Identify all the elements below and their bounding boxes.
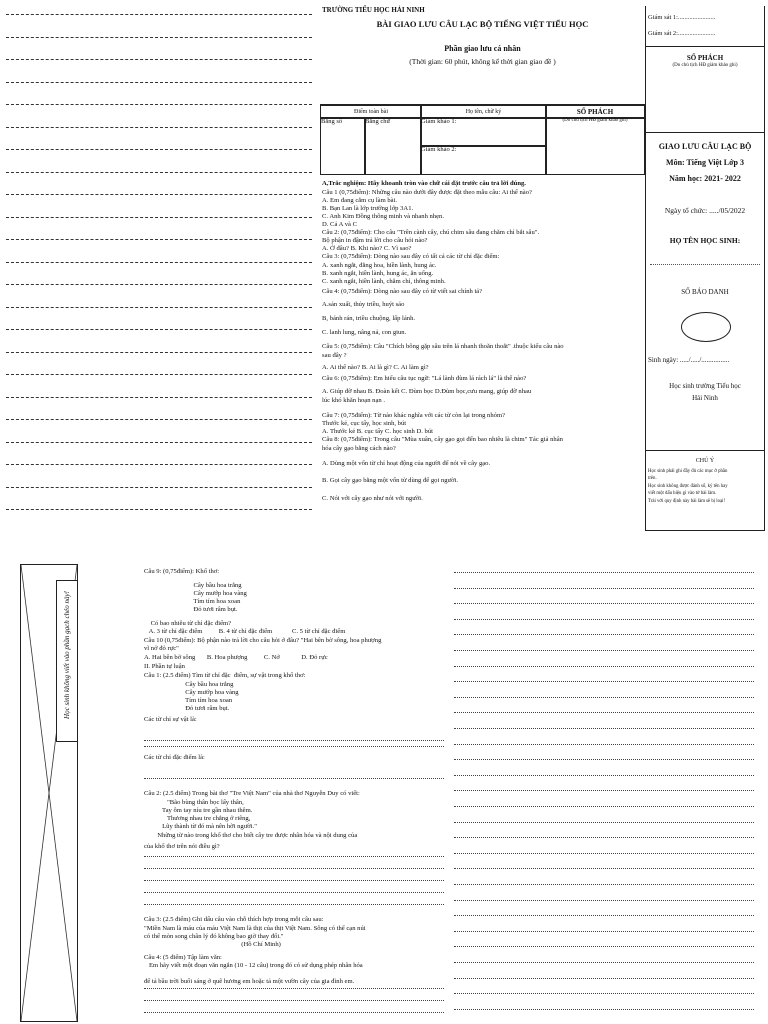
answer-line[interactable] — [6, 419, 312, 420]
question-line: Thương nhau tre chẳng ở riêng, — [144, 815, 251, 822]
birth-date[interactable]: Sinh ngày: ...../...../................ — [648, 356, 730, 364]
answer-line[interactable] — [6, 59, 312, 60]
answer-line[interactable] — [454, 619, 754, 620]
answer-line[interactable] — [454, 1009, 754, 1010]
question-line: Câu 4: (5 điểm) Tập làm văn: — [144, 954, 222, 961]
school-name: TRƯỜNG TIỂU HỌC HẢI NINH — [322, 6, 425, 14]
question-line: lúc khó khăn hoạn nạn . — [322, 397, 385, 404]
exam-part: Phần giao lưu cá nhân — [444, 44, 521, 53]
question-line: A. Ai thế nào? B. Ai là gì? C. Ai làm gì? — [322, 364, 429, 371]
question-line: Các từ chỉ đặc điểm là: — [144, 754, 205, 761]
answer-line[interactable] — [454, 697, 754, 698]
question-line: C. Nói với cây gạo như nói với người. — [322, 495, 423, 502]
sheet-gap — [0, 532, 768, 560]
candidate-number-oval[interactable] — [681, 312, 731, 342]
supervisor-1[interactable]: Giám sát 1:....................... — [648, 14, 716, 21]
answer-line[interactable] — [454, 572, 754, 573]
supervisor-2[interactable]: Giám sát 2:....................... — [648, 30, 716, 37]
answer-line[interactable] — [144, 1000, 444, 1001]
answer-line[interactable] — [6, 509, 312, 510]
answer-line[interactable] — [6, 284, 312, 285]
score-number-cell[interactable]: Bằng số — [320, 117, 366, 175]
question-line: Câu 8: (0,75điểm): Trong câu "Mùa xuân, cây gạo gọi đến bao nhiêu là chim" Tác giả nhân — [322, 436, 563, 443]
answer-line[interactable] — [6, 14, 312, 15]
answer-line[interactable] — [454, 712, 754, 713]
question-line: Đỏ tươi râm bụt. — [144, 705, 230, 712]
exam-header — [320, 6, 645, 530]
question-line: A. xanh ngắt, đằng hoa, hiền lành, hung ác. — [322, 262, 437, 269]
answer-line[interactable] — [454, 588, 754, 589]
question-line: Bộ phận in đậm trả lời cho câu hỏi nào? — [322, 237, 428, 244]
question-line: Câu 7: (0,75điểm): Từ nào khác nghĩa với các từ còn lại trong nhóm? — [322, 412, 506, 419]
score-total-header: Điểm toàn bài — [320, 105, 422, 119]
question-line: II. Phần tự luận — [144, 663, 185, 670]
question-line: Thước kẻ, cục tẩy, học sinh, bút — [322, 420, 407, 427]
question-line: Có bao nhiêu từ chỉ đặc điểm? — [144, 620, 232, 627]
exam-sheet-back — [0, 560, 768, 1024]
question-line: của khổ thơ trên nói điều gì? — [144, 843, 220, 850]
answer-line[interactable] — [6, 352, 312, 353]
question-line: Câu 9: (0,75điểm): Khổ thơ: — [144, 568, 220, 575]
answer-line[interactable] — [454, 806, 754, 807]
answer-line[interactable] — [454, 603, 754, 604]
candidate-number-label: SỐ BÁO DANH — [681, 288, 729, 296]
answer-line[interactable] — [6, 194, 312, 195]
question-line: Câu 5: (0,75điểm): Câu "Chích bông gặp sâu trên lá nhanh thoăn thoắt" .thuộc kiểu câu nào — [322, 343, 564, 350]
question-line: A. Thước kẻ B. cục tẩy C. học sinh D. bút — [322, 428, 433, 435]
divider — [646, 450, 764, 451]
answer-line[interactable] — [6, 217, 312, 218]
question-line: Câu 2: (0,75điểm): Cho câu "Trên cành cây, chú chim sâu đang chăm chỉ bắt sâu". — [322, 229, 540, 236]
answer-line[interactable] — [454, 884, 754, 885]
question-line: A. Dùng một vốn từ chỉ hoạt động của người để nói về cây gạo. — [322, 460, 491, 467]
note-line: Học sinh phải ghi đầy đủ các mục ở phần — [648, 469, 728, 474]
question-line: C. xanh ngắt, hiền lành, chăm chỉ, thông minh. — [322, 278, 446, 285]
sophach-title: SỐ PHÁCH — [686, 54, 724, 62]
question-line: Câu 1 (0,75điểm): Những câu nào dưới đây được đặt theo mẫu câu: Ai thế nào? — [322, 189, 532, 196]
question-line: hóa cây gạo bằng cách nào? — [322, 445, 396, 452]
exam-time: (Thời gian: 60 phút, không kể thời gian giao đề ) — [409, 57, 556, 66]
question-line: Lũy thành từ đó mà nên hỡi người." — [144, 823, 257, 830]
answer-line[interactable] — [454, 946, 754, 947]
question-line: Cây mướp hoa vàng — [144, 590, 247, 597]
answer-line[interactable] — [454, 744, 754, 745]
club-title: GIAO LƯU CÂU LẠC BỘ — [658, 142, 752, 151]
answer-line[interactable] — [454, 790, 754, 791]
question-line: Câu 3: (0,75điểm): Dòng nào sau đây có tất cả các từ chỉ đặc điểm: — [322, 253, 500, 260]
question-line: B, bánh rán, triều chuộng, lấp lánh. — [322, 315, 416, 322]
vertical-notice-box — [56, 580, 78, 742]
answer-line[interactable] — [454, 978, 754, 979]
answer-line[interactable] — [144, 868, 444, 869]
question-line: sau đây ? — [322, 352, 347, 359]
answer-line[interactable] — [144, 740, 444, 741]
question-line: Đỏ tươi râm bụt. — [144, 606, 238, 613]
answer-line[interactable] — [144, 778, 444, 779]
answer-line[interactable] — [454, 837, 754, 838]
answer-lines-left — [6, 6, 312, 526]
sophach-note-right: (Do chủ tịch HĐ giám khảo ghi) — [672, 63, 738, 68]
question-line: Cây mướp hoa vàng — [144, 689, 239, 696]
answer-line[interactable] — [454, 900, 754, 901]
answer-line[interactable] — [6, 307, 312, 308]
answer-line[interactable] — [454, 931, 754, 932]
question-line: Câu 10 (0,75điểm): Bộ phận nào trả lời cho câu hỏi ở đâu? "Hai bên bờ sông, hoa phượng — [144, 637, 382, 644]
answer-line[interactable] — [6, 262, 312, 263]
answer-line[interactable] — [454, 822, 754, 823]
answer-line[interactable] — [144, 1012, 444, 1013]
answer-line[interactable] — [6, 239, 312, 240]
question-line: Cây bầu hoa trắng — [144, 681, 234, 688]
answer-line[interactable] — [454, 681, 754, 682]
question-line: A. Hai bên bờ sông B. Hoa phượng C. Nở D. Đỏ rực — [144, 654, 328, 661]
answer-line[interactable] — [6, 82, 312, 83]
question-line: Các từ chỉ sự vật là: — [144, 716, 197, 723]
question-line: A. Giúp đỡ nhau B. Đoàn kết C. Đùm bọc D.Đùm bọc,cưu mang, giúp đỡ nhau — [322, 388, 532, 395]
question-line: Câu 2: (2.5 điểm) Trong bài thơ "Tre Việt Nam" của nhà thơ Nguyễn Duy có viết: — [144, 790, 360, 797]
examiner2-cell[interactable]: Giám khảo 2: — [420, 145, 547, 175]
sophach-note: (Do chủ tịch HĐ giám khảo ghi) — [545, 117, 645, 175]
question-line: A,Trắc nghiệm: Hãy khoanh tròn vào chữ cái đặt trước câu trả lời đúng. — [322, 180, 526, 187]
answer-line[interactable] — [454, 728, 754, 729]
answer-line[interactable] — [454, 775, 754, 776]
question-line: Cây bầu hoa trắng — [144, 582, 242, 589]
answer-line[interactable] — [144, 880, 444, 881]
answer-line[interactable] — [454, 962, 754, 963]
question-line: B. Gọi cây gạo bằng một vốn từ dùng để gọi người. — [322, 477, 459, 484]
answer-line[interactable] — [454, 915, 754, 916]
note-title: CHÚ Ý — [695, 458, 715, 464]
examiner1-cell[interactable]: Giám khảo 1: — [420, 117, 547, 147]
question-line: B. xanh ngắt, hiền lành, hung ác, ăn uống. — [322, 270, 434, 277]
note-line: Trái với quy định này bài làm sẽ bị loại! — [648, 498, 726, 504]
question-line: Câu 4: (0,75điểm): Dòng nào sau đây có từ viết sai chính tả? — [322, 288, 483, 295]
question-line: (Hồ Chí Minh) — [144, 941, 281, 948]
questions-part-b — [142, 564, 450, 1020]
answer-line[interactable] — [6, 442, 312, 443]
answer-line[interactable] — [144, 856, 444, 857]
student-school: Hải Ninh — [692, 394, 718, 402]
signature-header: Họ tên, chữ ký — [420, 105, 547, 119]
question-line: Tím tím hoa xoan — [144, 598, 241, 605]
answer-line[interactable] — [144, 904, 444, 905]
score-table — [320, 104, 645, 175]
note-line: viết một dấu hiệu gì vào tờ bài làm. — [648, 491, 717, 497]
answer-line[interactable] — [6, 374, 312, 375]
question-line: A.sản xuất, thủy triều, huýt sáo — [322, 301, 405, 308]
candidate-info-column — [645, 6, 765, 531]
answer-lines-right — [452, 564, 758, 1020]
question-line: D. Cả A và C — [322, 221, 357, 228]
answer-line[interactable] — [6, 149, 312, 150]
answer-line[interactable] — [6, 397, 312, 398]
student-name-label: HỌ TÊN HỌC SINH: — [669, 236, 741, 245]
answer-line[interactable] — [454, 666, 754, 667]
answer-line[interactable] — [6, 464, 312, 465]
subject: Môn: Tiếng Việt Lớp 3 — [666, 158, 744, 167]
sophach-box — [646, 46, 764, 133]
answer-line[interactable] — [454, 853, 754, 854]
question-line: B. Bạn Lan là lớp trưởng lớp 3A1. — [322, 205, 414, 212]
answer-line[interactable] — [454, 993, 754, 994]
answer-line[interactable] — [6, 37, 312, 38]
question-line: C. lanh lung, nâng nả, con giun. — [322, 329, 407, 336]
question-line: Tím tím hoa xoan — [144, 697, 233, 704]
question-line: "Miền Nam là máu của máu Việt Nam là thịt của thịt Việt Nam. Sông có thể cạn núi — [144, 925, 366, 932]
question-line: C. Anh Kim Đồng thông minh và nhanh nhẹn. — [322, 213, 444, 220]
note-line: trên. — [648, 476, 657, 482]
exam-title: BÀI GIAO LƯU CÂU LẠC BỘ TIẾNG VIỆT TIỂU HỌC — [376, 19, 589, 29]
answer-line[interactable] — [6, 487, 312, 488]
question-line: Những từ nào trong khổ thơ cho biết cây tre được nhân hóa và nội dung của — [144, 832, 358, 839]
answer-line[interactable] — [144, 988, 444, 989]
sophach-header: SỐ PHÁCH — [545, 105, 645, 119]
student-name-field[interactable] — [650, 264, 760, 265]
question-line: có thể mòn song chân lý đó không bao giờ thay đổi." — [144, 933, 284, 940]
question-line: vĩ nở đỏ rực" — [144, 645, 179, 652]
answer-line[interactable] — [144, 746, 444, 747]
answer-line[interactable] — [144, 892, 444, 893]
answer-line[interactable] — [6, 172, 312, 173]
answer-line[interactable] — [454, 634, 754, 635]
question-line: Tay ôm tay níu tre gần nhau thêm. — [144, 807, 253, 814]
question-line: Em hãy viết một đoạn văn ngắn (10 - 12 câu) trong đó có sử dụng phép nhân hóa — [144, 962, 363, 969]
answer-line[interactable] — [6, 329, 312, 330]
question-line: Câu 6: (0,75điểm): Em hiểu câu tục ngữ: "Lá lành đùm lá rách lá" là thế nào? — [322, 375, 527, 382]
question-line: A. Em đang cắm cụ làm bài. — [322, 197, 398, 204]
question-line: Câu 3: (2.5 điểm) Ghi dấu câu vào chỗ thích hợp trong mỗi câu sau: — [144, 916, 324, 923]
score-words-cell[interactable]: Bằng chữ — [364, 117, 422, 175]
answer-line[interactable] — [454, 759, 754, 760]
question-line: Câu 1: (2.5 điểm) Tìm từ chỉ đặc điểm, sự vật trong khổ thơ: — [144, 672, 306, 679]
question-line: A. 3 từ chỉ đặc điểm B. 4 từ chỉ đặc điểm C. 5 từ chỉ đặc điểm — [144, 628, 346, 635]
question-line: "Bão bùng thân bọc lấy thân, — [144, 799, 244, 806]
exam-date: Ngày tổ chức: ...../05/2022 — [664, 206, 746, 215]
school-year: Năm học: 2021- 2022 — [669, 174, 741, 183]
supervisor-box — [646, 6, 764, 47]
note-line: Học sinh không được đánh số, ký tên hay — [648, 483, 728, 489]
note-text — [648, 468, 762, 505]
answer-line[interactable] — [454, 650, 754, 651]
question-line: A. Ở đâu? B. Khi nào? C. Vì sao? — [322, 245, 412, 252]
answer-line[interactable] — [6, 127, 312, 128]
vertical-notice: Học sinh không viết vào phần gạch chéo này! — [63, 591, 71, 719]
answer-line[interactable] — [454, 868, 754, 869]
question-line: để tả bầu trời buổi sáng ở quê hương em hoặc tả một vườn cây của gia đình em. — [144, 978, 355, 985]
student-of: Học sinh trường Tiểu học — [669, 382, 741, 390]
answer-line[interactable] — [6, 104, 312, 105]
